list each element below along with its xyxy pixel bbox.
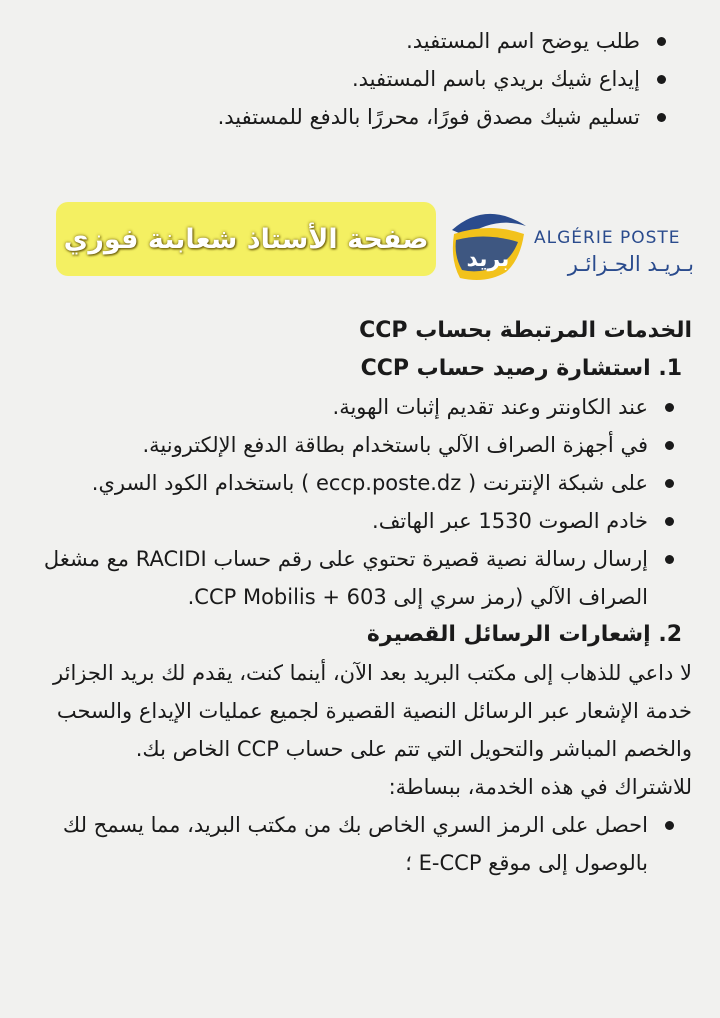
header-banner-row [0, 196, 720, 296]
list-item: خادم الصوت 1530 عبر الهاتف. [26, 502, 678, 540]
subsection-number: 2. [658, 622, 682, 647]
main-content [26, 312, 692, 882]
list-item: طلب يوضح اسم المستفيد. [50, 22, 670, 60]
logo-arabic-text: بـريـد الجـزائـر [567, 252, 694, 276]
list-item: إرسال رسالة نصية قصيرة تحتوي على رقم حساب RACIDI مع مشغل الصراف الآلي (رمز سري إلى 603 + CCP Mobilis. [26, 540, 678, 616]
list-item: عند الكاونتر وعند تقديم إثبات الهوية. [26, 388, 678, 426]
subsection-title: إشعارات الرسائل القصيرة [366, 622, 651, 647]
subsection-heading-1 [26, 350, 692, 388]
subscription-steps-list [26, 806, 678, 882]
subsection-number: 1. [658, 356, 682, 381]
subsection-title: استشارة رصيد حساب CCP [360, 356, 651, 381]
author-banner: صفحة الأستاذ شعابنة فوزي [56, 202, 436, 276]
list-item: على شبكة الإنترنت ( eccp.poste.dz ) باستخدام الكود السري. [26, 464, 678, 502]
subsection-heading-2 [26, 616, 692, 654]
list-item: في أجهزة الصراف الآلي باستخدام بطاقة الدفع الإلكترونية. [26, 426, 678, 464]
logo-latin-text: ALGÉRIE POSTE [534, 228, 681, 248]
list-item: احصل على الرمز السري الخاص بك من مكتب البريد، مما يسمح لك بالوصول إلى موقع E-CCP ؛ [26, 806, 678, 882]
logo-mark: بريد [466, 247, 510, 272]
balance-methods-list [26, 388, 678, 616]
algerie-poste-logo [446, 200, 706, 292]
poste-emblem-icon [446, 200, 530, 292]
top-bullet-list [50, 22, 670, 136]
subscription-intro: للاشتراك في هذه الخدمة، ببساطة: [388, 775, 692, 799]
list-item: تسليم شيك مصدق فورًا، محررًا بالدفع للمستفيد. [50, 98, 670, 136]
list-item: إيداع شيك بريدي باسم المستفيد. [50, 60, 670, 98]
section-title: الخدمات المرتبطة بحساب CCP [359, 318, 692, 343]
sms-paragraph: لا داعي للذهاب إلى مكتب البريد بعد الآن، أينما كنت، يقدم لك بريد الجزائر خدمة الإشعار عبر الرسائل النصية القصيرة لجميع عمليات الإيداع والسحب والخصم المباشر والتحويل التي تتم على حساب CCP الخاص بك. [53, 661, 692, 761]
